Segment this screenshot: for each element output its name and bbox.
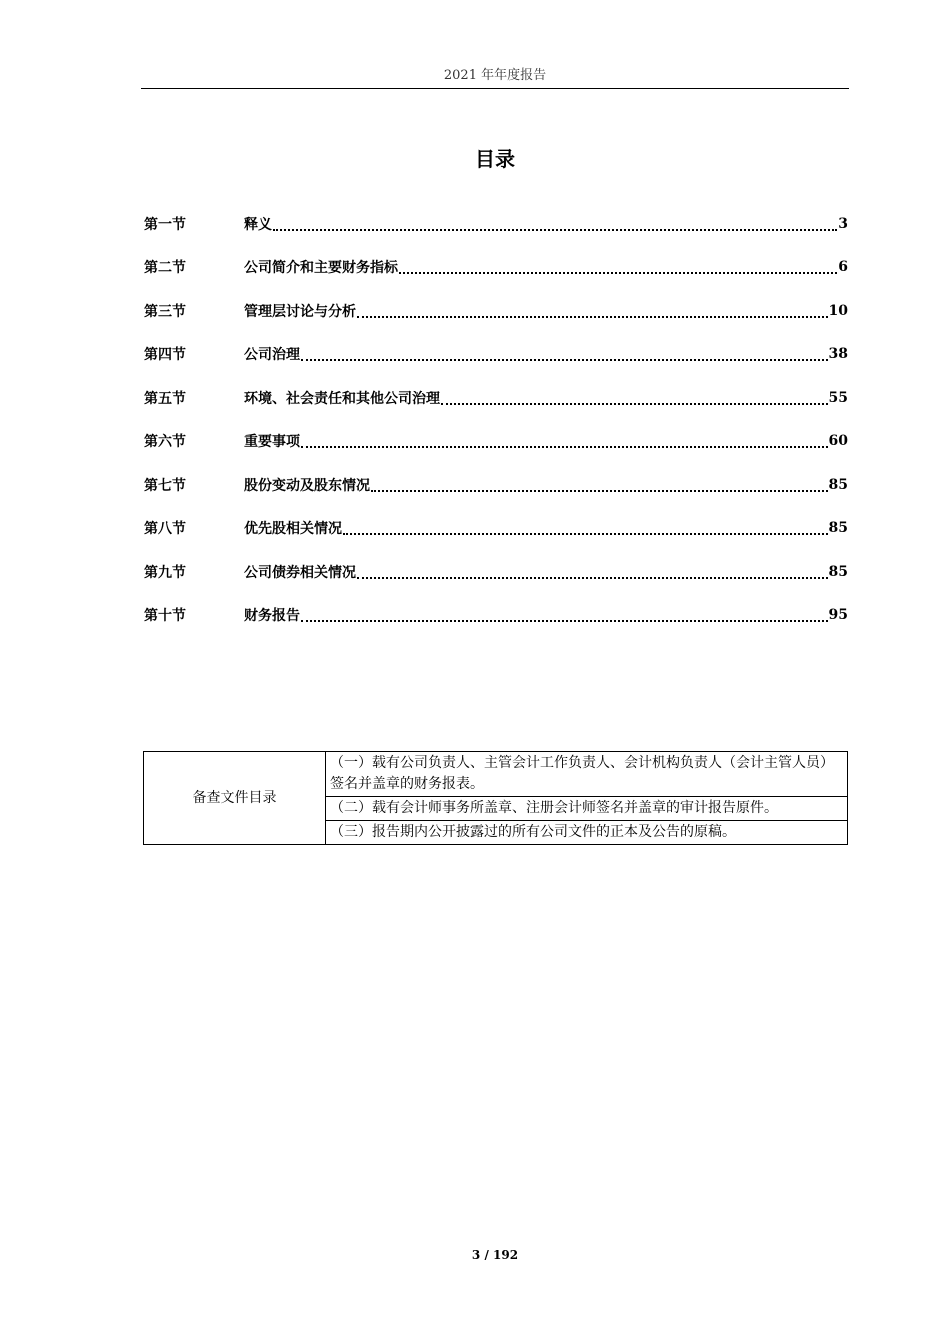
toc-section-number: 第九节 <box>144 564 186 581</box>
toc-entry[interactable] <box>144 420 848 464</box>
toc-leader-dots <box>357 302 828 318</box>
page-header: 2021 年年度报告 <box>443 68 547 83</box>
table-of-contents <box>144 202 848 637</box>
reference-documents-table <box>143 751 848 845</box>
toc-leader-dots <box>357 563 828 579</box>
toc-page-number: 10 <box>828 302 848 319</box>
toc-section-number: 第十节 <box>144 608 186 625</box>
reference-documents-label: 备查文件目录 <box>144 752 326 845</box>
toc-leader-dots <box>343 519 828 535</box>
toc-entry[interactable] <box>144 594 848 638</box>
toc-page-number: 85 <box>828 563 848 580</box>
toc-section-number: 第六节 <box>144 434 186 451</box>
toc-page-number: 3 <box>838 215 848 232</box>
page-number: 3 / 192 <box>471 1248 519 1262</box>
table-row <box>144 752 848 797</box>
toc-leader-dots <box>301 606 828 622</box>
toc-section-number: 第七节 <box>144 477 186 494</box>
toc-entry-title: 公司简介和主要财务指标 <box>244 260 398 277</box>
toc-leader-dots <box>301 345 828 361</box>
toc-entry[interactable] <box>144 550 848 594</box>
toc-entry[interactable] <box>144 289 848 333</box>
toc-entry-title: 公司债券相关情况 <box>244 564 356 581</box>
reference-document-item: （一）载有公司负责人、主管会计工作负责人、会计机构负责人（会计主管人员）签名并盖章的财务报表。 <box>326 752 848 797</box>
toc-entry-title: 环境、社会责任和其他公司治理 <box>244 390 440 407</box>
toc-leader-dots <box>441 389 828 405</box>
toc-entry[interactable] <box>144 376 848 420</box>
toc-entry-title: 重要事项 <box>244 434 300 451</box>
toc-entry-title: 管理层讨论与分析 <box>244 303 356 320</box>
toc-entry[interactable] <box>144 463 848 507</box>
toc-title: 目录 <box>475 147 515 171</box>
toc-leader-dots <box>399 258 837 274</box>
toc-entry[interactable] <box>144 202 848 246</box>
toc-section-number: 第三节 <box>144 303 186 320</box>
toc-entry-title: 财务报告 <box>244 608 300 625</box>
toc-page-number: 60 <box>828 433 848 450</box>
toc-entry-title: 优先股相关情况 <box>244 521 342 538</box>
toc-section-number: 第四节 <box>144 347 186 364</box>
toc-entry[interactable] <box>144 333 848 377</box>
toc-page-number: 85 <box>828 476 848 493</box>
toc-page-number: 85 <box>828 520 848 537</box>
toc-page-number: 6 <box>838 259 848 276</box>
toc-entry[interactable] <box>144 246 848 290</box>
reference-document-item: （二）载有会计师事务所盖章、注册会计师签名并盖章的审计报告原件。 <box>326 797 848 821</box>
toc-page-number: 95 <box>828 607 848 624</box>
toc-leader-dots <box>371 476 828 492</box>
toc-section-number: 第五节 <box>144 390 186 407</box>
toc-leader-dots <box>273 215 837 231</box>
toc-entry-title: 释义 <box>244 216 272 233</box>
toc-entry-title: 公司治理 <box>244 347 300 364</box>
reference-document-item: （三）报告期内公开披露过的所有公司文件的正本及公告的原稿。 <box>326 821 848 845</box>
toc-leader-dots <box>301 432 828 448</box>
toc-page-number: 55 <box>828 389 848 406</box>
toc-section-number: 第一节 <box>144 216 186 233</box>
toc-entry-title: 股份变动及股东情况 <box>244 477 370 494</box>
toc-section-number: 第二节 <box>144 260 186 277</box>
toc-page-number: 38 <box>828 346 848 363</box>
toc-entry[interactable] <box>144 507 848 551</box>
header-rule <box>141 88 849 89</box>
toc-section-number: 第八节 <box>144 521 186 538</box>
